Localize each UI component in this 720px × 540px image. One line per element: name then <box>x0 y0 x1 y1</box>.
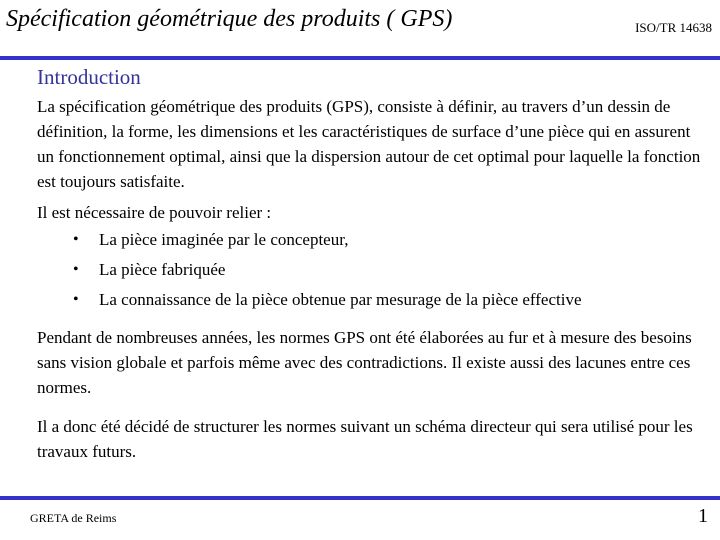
header-divider <box>0 56 720 60</box>
footer-organization: GRETA de Reims <box>30 511 117 525</box>
lead-in-text: Il est nécessaire de pouvoir relier : <box>37 203 272 222</box>
footer-divider <box>0 496 720 500</box>
decision-paragraph: Il a donc été décidé de structurer les normes suivant un schéma directeur qui sera utilisé pour les travaux futurs. <box>37 417 693 461</box>
slide-content <box>37 64 707 464</box>
history-paragraph: Pendant de nombreuses années, les normes GPS ont été élaborées au fur et à mesure des besoins sans vision globale et parfois même avec des contradictions. Il existe aussi des lacunes entre ces normes. <box>37 328 692 397</box>
bullet-icon: • <box>73 261 79 278</box>
bullet-icon: • <box>73 291 79 308</box>
section-heading: Introduction <box>37 65 141 89</box>
list-item <box>73 285 707 315</box>
slide-title: Spécification géométrique des produits ( GPS) <box>6 6 453 32</box>
document-reference: ISO/TR 14638 <box>635 20 712 35</box>
bullet-icon: • <box>73 231 79 248</box>
intro-paragraph: La spécification géométrique des produits (GPS), consiste à définir, au travers d’un dessin de définition, la forme, les dimensions et les caractéristiques de surface d’une pièce qui en assurent un fonctionnement optimal, ainsi que la dispersion autour de cet optimal pour laquelle la fonction est toujours satisfaite. <box>37 97 701 191</box>
list-item-text: La pièce fabriquée <box>99 260 226 279</box>
list-item <box>73 255 707 285</box>
list-item-text: La pièce imaginée par le concepteur, <box>99 230 349 249</box>
page-number: 1 <box>698 505 708 527</box>
list-item-text: La connaissance de la pièce obtenue par mesurage de la pièce effective <box>99 290 582 309</box>
bullet-list <box>37 225 707 315</box>
list-item <box>73 225 707 255</box>
